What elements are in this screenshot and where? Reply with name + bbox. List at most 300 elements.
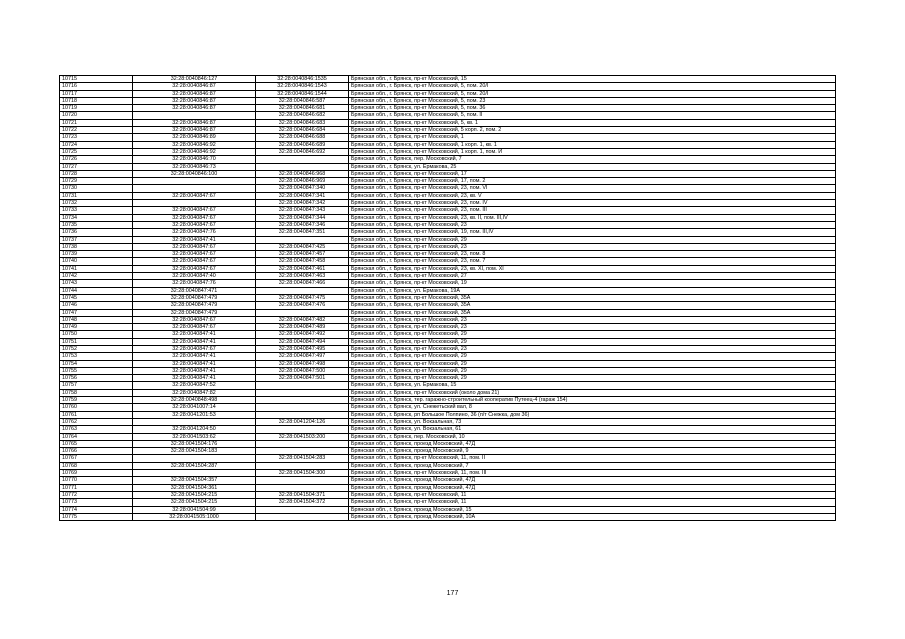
row-number-cell: 10774 — [60, 506, 133, 513]
parcel-number-cell: 32:28:0041504:357 — [133, 477, 256, 484]
parcel-number-cell: 32:28:0040847:67 — [133, 258, 256, 265]
address-cell: Брянская обл., г. Брянск, рп Большое Полпино, 36 (п/т Снежка, дом 36) — [349, 411, 836, 418]
object-number-cell — [256, 477, 349, 484]
table-row — [60, 426, 836, 433]
address-cell: Брянская обл., г. Брянск, пр-кт Московский, 17, пом. 2 — [349, 178, 836, 185]
parcel-number-cell: 32:28:0040847:67 — [133, 214, 256, 221]
parcel-number-cell: 32:28:0040847:67 — [133, 243, 256, 250]
address-cell: Брянская обл., г. Брянск, ул. Снежетьский вал, 8 — [349, 404, 836, 411]
address-cell: Брянская обл., г. Брянск, ул. Вокзальная, 61 — [349, 426, 836, 433]
parcel-number-cell: 32:28:0040847:67 — [133, 316, 256, 323]
row-number-cell: 10741 — [60, 265, 133, 272]
table-row — [60, 440, 836, 447]
table-row — [60, 491, 836, 498]
row-number-cell: 10723 — [60, 134, 133, 141]
parcel-number-cell: 32:28:0040846:70 — [133, 156, 256, 163]
property-table — [59, 75, 836, 521]
table-row — [60, 287, 836, 294]
object-number-cell — [256, 404, 349, 411]
parcel-number-cell: 32:28:0041201:53 — [133, 411, 256, 418]
object-number-cell — [256, 287, 349, 294]
parcel-number-cell: 32:28:0040846:92 — [133, 141, 256, 148]
object-number-cell: 32:28:0040846:587 — [256, 97, 349, 104]
parcel-number-cell: 32:28:0040848:498 — [133, 397, 256, 404]
object-number-cell — [256, 389, 349, 396]
parcel-number-cell: 32:28:0040847:479 — [133, 309, 256, 316]
address-cell: Брянская обл., г. Брянск, проезд Московский, 9 — [349, 448, 836, 455]
table-row — [60, 324, 836, 331]
parcel-number-cell — [133, 455, 256, 462]
row-number-cell: 10772 — [60, 491, 133, 498]
address-cell: Брянская обл., г. Брянск, пер. Московский, 7 — [349, 156, 836, 163]
address-cell: Брянская обл., г. Брянск, ул. Ермакова, 25 — [349, 163, 836, 170]
address-cell: Брянская обл., г. Брянск, пер. Московский, 10 — [349, 433, 836, 440]
row-number-cell: 10753 — [60, 353, 133, 360]
row-number-cell: 10757 — [60, 382, 133, 389]
row-number-cell: 10755 — [60, 367, 133, 374]
address-cell: Брянская обл., г. Брянск, ул. Ермакова, 19А — [349, 287, 836, 294]
row-number-cell: 10736 — [60, 229, 133, 236]
table-row — [60, 119, 836, 126]
table-row — [60, 375, 836, 382]
parcel-number-cell: 32:28:0040847:76 — [133, 280, 256, 287]
object-number-cell: 32:28:0040847:466 — [256, 280, 349, 287]
row-number-cell: 10717 — [60, 90, 133, 97]
parcel-number-cell: 32:28:0040847:40 — [133, 273, 256, 280]
object-number-cell — [256, 236, 349, 243]
parcel-number-cell: 32:28:0040847:67 — [133, 207, 256, 214]
object-number-cell: 32:28:0040846:1543 — [256, 83, 349, 90]
address-cell: Брянская обл., г. Брянск, тер. гаражно-строительный кооператив Путеец-4 (гараж 154) — [349, 397, 836, 404]
object-number-cell — [256, 506, 349, 513]
table-row — [60, 513, 836, 520]
table-row — [60, 433, 836, 440]
parcel-number-cell: 32:28:0040847:41 — [133, 353, 256, 360]
table-row — [60, 112, 836, 119]
row-number-cell: 10724 — [60, 141, 133, 148]
address-cell: Брянская обл., г. Брянск, пр-кт Московский, 23 — [349, 316, 836, 323]
address-cell: Брянская обл., г. Брянск, пр-кт Московский, 29 — [349, 338, 836, 345]
parcel-number-cell: 32:28:0041504:287 — [133, 462, 256, 469]
row-number-cell: 10761 — [60, 411, 133, 418]
row-number-cell: 10742 — [60, 273, 133, 280]
table-row — [60, 302, 836, 309]
object-number-cell: 32:28:0040846:688 — [256, 134, 349, 141]
row-number-cell: 10735 — [60, 221, 133, 228]
table-row — [60, 243, 836, 250]
table-row — [60, 506, 836, 513]
row-number-cell: 10764 — [60, 433, 133, 440]
address-cell: Брянская обл., г. Брянск, пр-кт Московский, 15 — [349, 76, 836, 83]
address-cell: Брянская обл., г. Брянск, пр-кт Московский, 5, пом. 36 — [349, 105, 836, 112]
address-cell: Брянская обл., г. Брянск, пр-кт Московский, 19, пом. III,IV — [349, 229, 836, 236]
address-cell: Брянская обл., г. Брянск, ул. Вокзальная, 73 — [349, 418, 836, 425]
object-number-cell: 32:28:0040847:457 — [256, 251, 349, 258]
parcel-number-cell: 32:28:0041204:50 — [133, 426, 256, 433]
table-row — [60, 134, 836, 141]
address-cell: Брянская обл., г. Брянск, проезд Московский, 15 — [349, 506, 836, 513]
object-number-cell: 32:28:0040847:341 — [256, 192, 349, 199]
address-cell: Брянская обл., г. Брянск, проезд Московский, 47Д — [349, 440, 836, 447]
table-row — [60, 265, 836, 272]
page-number: 177 — [446, 590, 459, 597]
object-number-cell — [256, 448, 349, 455]
table-row — [60, 214, 836, 221]
table-row — [60, 156, 836, 163]
table-row — [60, 389, 836, 396]
table-row — [60, 229, 836, 236]
row-number-cell: 10747 — [60, 309, 133, 316]
row-number-cell: 10730 — [60, 185, 133, 192]
parcel-number-cell: 32:28:0041504:361 — [133, 484, 256, 491]
table-row — [60, 141, 836, 148]
table-row — [60, 397, 836, 404]
row-number-cell: 10719 — [60, 105, 133, 112]
parcel-number-cell: 32:28:0040847:76 — [133, 229, 256, 236]
object-number-cell: 32:28:0040846:681 — [256, 105, 349, 112]
parcel-number-cell: 32:28:0040847:67 — [133, 324, 256, 331]
row-number-cell: 10760 — [60, 404, 133, 411]
table-row — [60, 163, 836, 170]
object-number-cell: 32:28:0040847:340 — [256, 185, 349, 192]
parcel-number-cell: 32:28:0041504:99 — [133, 506, 256, 513]
parcel-number-cell — [133, 112, 256, 119]
object-number-cell: 32:28:0040847:351 — [256, 229, 349, 236]
row-number-cell: 10728 — [60, 170, 133, 177]
table-row — [60, 185, 836, 192]
parcel-number-cell: 32:28:0040847:471 — [133, 287, 256, 294]
table-row — [60, 200, 836, 207]
object-number-cell — [256, 397, 349, 404]
parcel-number-cell: 32:28:0041504:215 — [133, 499, 256, 506]
row-number-cell: 10720 — [60, 112, 133, 119]
parcel-number-cell: 32:28:0041504:215 — [133, 491, 256, 498]
table-row — [60, 477, 836, 484]
table-row — [60, 178, 836, 185]
object-number-cell — [256, 426, 349, 433]
row-number-cell: 10738 — [60, 243, 133, 250]
table-row — [60, 127, 836, 134]
parcel-number-cell: 32:28:0040846:87 — [133, 105, 256, 112]
parcel-number-cell: 32:28:0040847:41 — [133, 375, 256, 382]
address-cell: Брянская обл., г. Брянск, пр-кт Московский, 5, пом. 20/I — [349, 83, 836, 90]
row-number-cell: 10768 — [60, 462, 133, 469]
parcel-number-cell: 32:28:0040846:92 — [133, 148, 256, 155]
row-number-cell: 10763 — [60, 426, 133, 433]
row-number-cell: 10767 — [60, 455, 133, 462]
address-cell: Брянская обл., г. Брянск, пр-кт Московский, 23 — [349, 345, 836, 352]
parcel-number-cell: 32:28:0040847:82 — [133, 389, 256, 396]
address-cell: Брянская обл., г. Брянск, пр-кт Московский, 29 — [349, 236, 836, 243]
object-number-cell: 32:28:0040847:458 — [256, 258, 349, 265]
table-row — [60, 411, 836, 418]
address-cell: Брянская обл., г. Брянск, пр-кт Московский, 17 — [349, 170, 836, 177]
object-number-cell: 32:28:0040847:495 — [256, 345, 349, 352]
table-row — [60, 105, 836, 112]
table-row — [60, 316, 836, 323]
object-number-cell: 32:28:0040847:475 — [256, 294, 349, 301]
address-cell: Брянская обл., г. Брянск, пр-кт Московский, 23 — [349, 221, 836, 228]
object-number-cell — [256, 440, 349, 447]
table-row — [60, 207, 836, 214]
object-number-cell: 32:28:0040847:342 — [256, 200, 349, 207]
table-row — [60, 90, 836, 97]
parcel-number-cell — [133, 470, 256, 477]
table-row — [60, 367, 836, 374]
address-cell: Брянская обл., г. Брянск, проезд Московский, 47Д — [349, 484, 836, 491]
table-row — [60, 309, 836, 316]
parcel-number-cell: 32:28:0041007:14 — [133, 404, 256, 411]
row-number-cell: 10740 — [60, 258, 133, 265]
address-cell: Брянская обл., г. Брянск, пр-кт Московский (около дома 21) — [349, 389, 836, 396]
address-cell: Брянская обл., г. Брянск, пр-кт Московский, 11 — [349, 499, 836, 506]
object-number-cell: 32:28:0040847:344 — [256, 214, 349, 221]
parcel-number-cell: 32:28:0040846:89 — [133, 134, 256, 141]
table-row — [60, 192, 836, 199]
table-row — [60, 404, 836, 411]
address-cell: Брянская обл., г. Брянск, пр-кт Московский, 29 — [349, 360, 836, 367]
row-number-cell: 10722 — [60, 127, 133, 134]
object-number-cell: 32:28:0040847:425 — [256, 243, 349, 250]
parcel-number-cell: 32:28:0040846:87 — [133, 90, 256, 97]
object-number-cell — [256, 309, 349, 316]
object-number-cell: 32:28:0040847:498 — [256, 360, 349, 367]
address-cell: Брянская обл., г. Брянск, проезд Московский, 10А — [349, 513, 836, 520]
address-cell: Брянская обл., г. Брянск, пр-кт Московский, 35А — [349, 309, 836, 316]
table-row — [60, 97, 836, 104]
address-cell: Брянская обл., г. Брянск, пр-кт Московский, 29 — [349, 353, 836, 360]
parcel-number-cell: 32:28:0040847:41 — [133, 367, 256, 374]
object-number-cell — [256, 462, 349, 469]
parcel-number-cell: 32:28:0041504:183 — [133, 448, 256, 455]
parcel-number-cell: 32:28:0040847:479 — [133, 302, 256, 309]
object-number-cell: 32:28:0041504:372 — [256, 499, 349, 506]
row-number-cell: 10725 — [60, 148, 133, 155]
table-row — [60, 76, 836, 83]
parcel-number-cell: 32:28:0040847:41 — [133, 360, 256, 367]
address-cell: Брянская обл., г. Брянск, пр-кт Московский, 5 корп. 2, пом. 2 — [349, 127, 836, 134]
object-number-cell — [256, 163, 349, 170]
object-number-cell — [256, 411, 349, 418]
parcel-number-cell: 32:28:0040847:41 — [133, 236, 256, 243]
address-cell: Брянская обл., г. Брянск, пр-кт Московский, 29 — [349, 375, 836, 382]
table-row — [60, 280, 836, 287]
object-number-cell: 32:28:0040847:497 — [256, 353, 349, 360]
object-number-cell: 32:28:0040846:684 — [256, 127, 349, 134]
object-number-cell: 32:28:0041204:126 — [256, 418, 349, 425]
table-row — [60, 294, 836, 301]
row-number-cell: 10762 — [60, 418, 133, 425]
address-cell: Брянская обл., г. Брянск, проезд Московский, 7 — [349, 462, 836, 469]
row-number-cell: 10766 — [60, 448, 133, 455]
parcel-number-cell — [133, 200, 256, 207]
address-cell: Брянская обл., г. Брянск, пр-кт Московский, 5, пом. II — [349, 112, 836, 119]
object-number-cell — [256, 156, 349, 163]
parcel-number-cell: 32:28:0040846:127 — [133, 76, 256, 83]
row-number-cell: 10745 — [60, 294, 133, 301]
table-row — [60, 338, 836, 345]
object-number-cell — [256, 513, 349, 520]
address-cell: Брянская обл., г. Брянск, пр-кт Московский, 35А — [349, 294, 836, 301]
object-number-cell: 32:28:0040847:482 — [256, 316, 349, 323]
object-number-cell: 32:28:0041504:283 — [256, 455, 349, 462]
table-row — [60, 345, 836, 352]
object-number-cell: 32:28:0040846:968 — [256, 170, 349, 177]
object-number-cell: 32:28:0040847:500 — [256, 367, 349, 374]
row-number-cell: 10749 — [60, 324, 133, 331]
address-cell: Брянская обл., г. Брянск, пр-кт Московский, 23, кв. V — [349, 192, 836, 199]
row-number-cell: 10765 — [60, 440, 133, 447]
row-number-cell: 10744 — [60, 287, 133, 294]
row-number-cell: 10752 — [60, 345, 133, 352]
object-number-cell: 32:28:0040846:1535 — [256, 76, 349, 83]
table-row — [60, 236, 836, 243]
address-cell: Брянская обл., г. Брянск, пр-кт Московский, 35А — [349, 302, 836, 309]
address-cell: Брянская обл., г. Брянск, пр-кт Московский, 23, кв. XI, пом. XI — [349, 265, 836, 272]
table-row — [60, 462, 836, 469]
row-number-cell: 10718 — [60, 97, 133, 104]
address-cell: Брянская обл., г. Брянск, пр-кт Московский, 11, пом. III — [349, 470, 836, 477]
parcel-number-cell: 32:28:0040847:52 — [133, 382, 256, 389]
address-cell: Брянская обл., г. Брянск, пр-кт Московский, 23, пом. 8 — [349, 251, 836, 258]
row-number-cell: 10775 — [60, 513, 133, 520]
object-number-cell: 32:28:0040847:343 — [256, 207, 349, 214]
object-number-cell: 32:28:0040847:501 — [256, 375, 349, 382]
parcel-number-cell: 32:28:0040847:67 — [133, 345, 256, 352]
table-row — [60, 170, 836, 177]
parcel-number-cell: 32:28:0040846:87 — [133, 127, 256, 134]
parcel-number-cell — [133, 185, 256, 192]
row-number-cell: 10729 — [60, 178, 133, 185]
object-number-cell: 32:28:0040847:476 — [256, 302, 349, 309]
row-number-cell: 10731 — [60, 192, 133, 199]
object-number-cell: 32:28:0040846:682 — [256, 112, 349, 119]
address-cell: Брянская обл., г. Брянск, пр-кт Московский, 5, пом. 23 — [349, 97, 836, 104]
row-number-cell: 10770 — [60, 477, 133, 484]
address-cell: Брянская обл., г. Брянск, пр-кт Московский, 19 — [349, 280, 836, 287]
address-cell: Брянская обл., г. Брянск, пр-кт Московский, 29 — [349, 367, 836, 374]
address-cell: Брянская обл., г. Брянск, пр-кт Московский, 11, пом. II — [349, 455, 836, 462]
object-number-cell: 32:28:0040846:683 — [256, 119, 349, 126]
table-row — [60, 83, 836, 90]
address-cell: Брянская обл., г. Брянск, пр-кт Московский, 23 — [349, 324, 836, 331]
parcel-number-cell: 32:28:0040847:67 — [133, 192, 256, 199]
row-number-cell: 10754 — [60, 360, 133, 367]
row-number-cell: 10734 — [60, 214, 133, 221]
object-number-cell: 32:28:0040847:492 — [256, 331, 349, 338]
parcel-number-cell: 32:28:0040847:67 — [133, 265, 256, 272]
table-row — [60, 258, 836, 265]
address-cell: Брянская обл., г. Брянск, ул. Ермакова, 15 — [349, 382, 836, 389]
address-cell: Брянская обл., г. Брянск, пр-кт Московский, 5, пом. 20/I — [349, 90, 836, 97]
parcel-number-cell: 32:28:0040847:67 — [133, 251, 256, 258]
row-number-cell: 10758 — [60, 389, 133, 396]
row-number-cell: 10739 — [60, 251, 133, 258]
address-cell: Брянская обл., г. Брянск, пр-кт Московский, 23, пом. III — [349, 207, 836, 214]
object-number-cell: 32:28:0041504:300 — [256, 470, 349, 477]
row-number-cell: 10771 — [60, 484, 133, 491]
object-number-cell: 32:28:0040847:489 — [256, 324, 349, 331]
parcel-number-cell: 32:28:0040847:41 — [133, 338, 256, 345]
parcel-number-cell: 32:28:0040846:87 — [133, 97, 256, 104]
address-cell: Брянская обл., г. Брянск, пр-кт Московский, 23, пом. VI — [349, 185, 836, 192]
row-number-cell: 10732 — [60, 200, 133, 207]
row-number-cell: 10751 — [60, 338, 133, 345]
object-number-cell: 32:28:0040847:494 — [256, 338, 349, 345]
address-cell: Брянская обл., г. Брянск, пр-кт Московский, 23 — [349, 243, 836, 250]
object-number-cell — [256, 484, 349, 491]
table-row — [60, 382, 836, 389]
row-number-cell: 10748 — [60, 316, 133, 323]
table-row — [60, 221, 836, 228]
row-number-cell: 10727 — [60, 163, 133, 170]
parcel-number-cell: 32:28:0041504:176 — [133, 440, 256, 447]
table-body — [60, 76, 836, 521]
table-row — [60, 499, 836, 506]
row-number-cell: 10733 — [60, 207, 133, 214]
row-number-cell: 10726 — [60, 156, 133, 163]
table-row — [60, 331, 836, 338]
parcel-number-cell: 32:28:0040847:41 — [133, 331, 256, 338]
object-number-cell: 32:28:0041504:371 — [256, 491, 349, 498]
address-cell: Брянская обл., г. Брянск, пр-кт Московский, 23, пом. IV — [349, 200, 836, 207]
table-row — [60, 484, 836, 491]
table-row — [60, 470, 836, 477]
table-row — [60, 273, 836, 280]
table-row — [60, 418, 836, 425]
object-number-cell: 32:28:0040846:689 — [256, 141, 349, 148]
parcel-number-cell — [133, 418, 256, 425]
address-cell: Брянская обл., г. Брянск, пр-кт Московский, 5, кв. 1 — [349, 119, 836, 126]
row-number-cell: 10750 — [60, 331, 133, 338]
object-number-cell: 32:28:0041503:200 — [256, 433, 349, 440]
table-row — [60, 455, 836, 462]
row-number-cell: 10715 — [60, 76, 133, 83]
address-cell: Брянская обл., г. Брянск, пр-кт Московский, 29 — [349, 331, 836, 338]
parcel-number-cell: 32:28:0040846:87 — [133, 119, 256, 126]
address-cell: Брянская обл., г. Брянск, проезд Московский, 47Д — [349, 477, 836, 484]
table-row — [60, 360, 836, 367]
object-number-cell: 32:28:0040846:969 — [256, 178, 349, 185]
parcel-number-cell: 32:28:0040846:73 — [133, 163, 256, 170]
row-number-cell: 10746 — [60, 302, 133, 309]
row-number-cell: 10759 — [60, 397, 133, 404]
parcel-number-cell: 32:28:0041505:1000 — [133, 513, 256, 520]
row-number-cell: 10737 — [60, 236, 133, 243]
table-row — [60, 353, 836, 360]
object-number-cell: 32:28:0040846:692 — [256, 148, 349, 155]
address-cell: Брянская обл., г. Брянск, пр-кт Московский, 23, кв. II, пом. III,IV — [349, 214, 836, 221]
row-number-cell: 10721 — [60, 119, 133, 126]
parcel-number-cell: 32:28:0040846:87 — [133, 83, 256, 90]
address-cell: Брянская обл., г. Брянск, пр-кт Московский, 1 корп. 1, пом. И — [349, 148, 836, 155]
address-cell: Брянская обл., г. Брянск, пр-кт Московский, 27 — [349, 273, 836, 280]
table-row — [60, 251, 836, 258]
row-number-cell: 10773 — [60, 499, 133, 506]
row-number-cell: 10743 — [60, 280, 133, 287]
row-number-cell: 10716 — [60, 83, 133, 90]
address-cell: Брянская обл., г. Брянск, пр-кт Московский, 11 — [349, 491, 836, 498]
row-number-cell: 10756 — [60, 375, 133, 382]
parcel-number-cell: 32:28:0040847:67 — [133, 221, 256, 228]
table-row — [60, 148, 836, 155]
parcel-number-cell: 32:28:0040847:479 — [133, 294, 256, 301]
address-cell: Брянская обл., г. Брянск, пр-кт Московский, 1 корп. 1, кв. 1 — [349, 141, 836, 148]
object-number-cell — [256, 382, 349, 389]
address-cell: Брянская обл., г. Брянск, пр-кт Московский, 23, пом. 7 — [349, 258, 836, 265]
table-row — [60, 448, 836, 455]
object-number-cell: 32:28:0040847:461 — [256, 265, 349, 272]
